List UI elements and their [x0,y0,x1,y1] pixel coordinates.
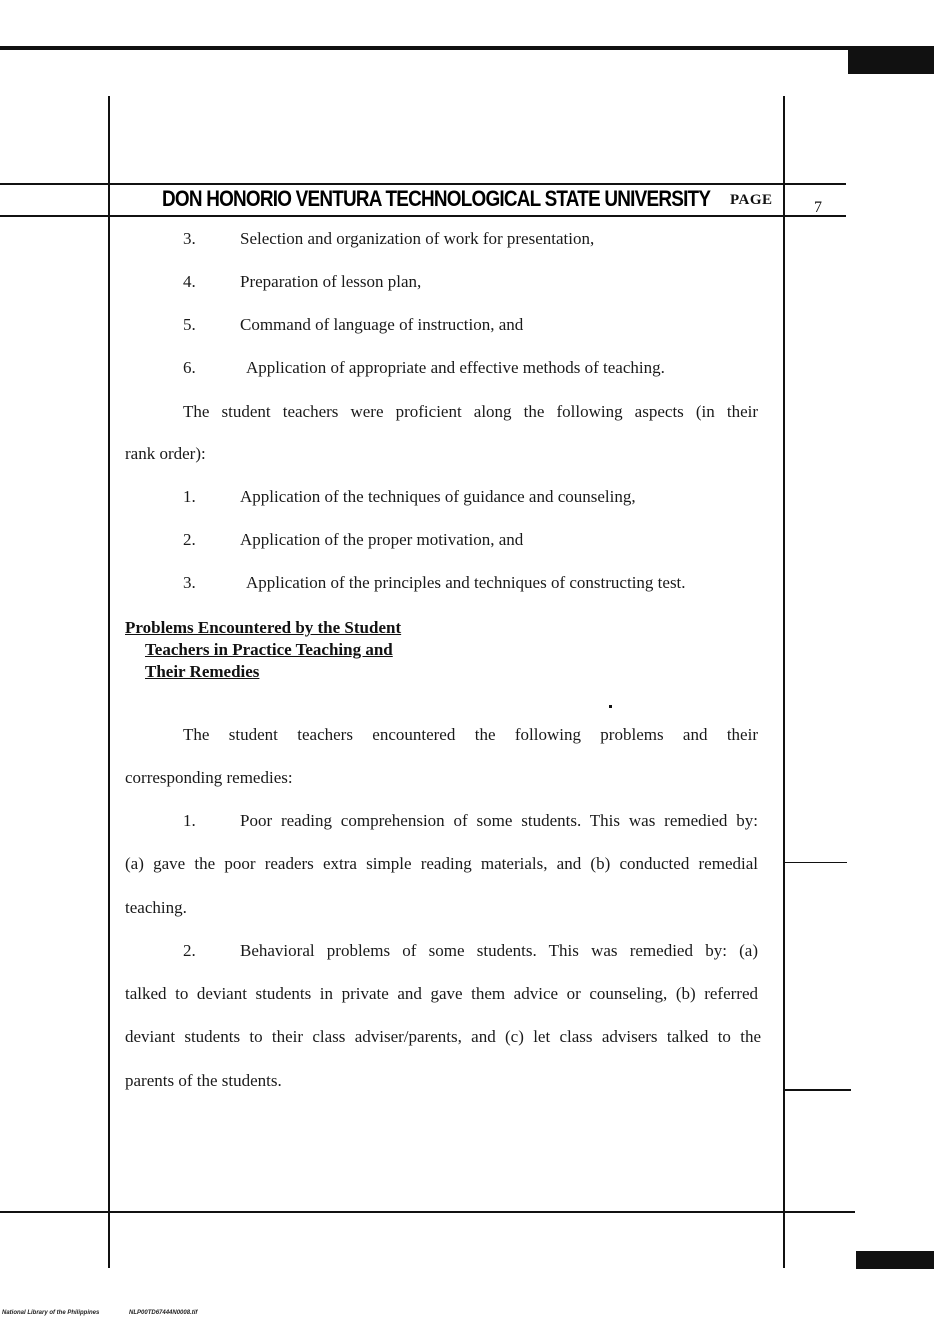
paragraph-line: The student teachers were proficient along the following aspects (in their [183,402,758,421]
paragraph-line: Poor reading comprehension of some students. This was remedied by: [240,811,758,830]
list-item: Application of the principles and techniques of constructing test. [246,573,686,592]
paragraph-line: rank order): [125,444,206,463]
page-number: 7 [814,199,822,216]
right-tick-line [783,862,847,863]
scan-footer [2,1310,225,1316]
list-item-number: 4. [183,272,196,291]
bottom-rule [0,1211,855,1213]
paragraph-line: corresponding remedies: [125,768,293,787]
list-item-number: 1. [183,487,196,506]
paragraph-line: parents of the students. [125,1071,282,1090]
list-item: Application of the techniques of guidance and counseling, [240,487,636,506]
paragraph-line: The student teachers encountered the following problems and their [183,725,758,744]
paragraph-line: talked to deviant students in private and gave them advice or counseling, (b) referred [125,984,758,1003]
page-label: PAGE [730,192,773,208]
list-item: Command of language of instruction, and [240,315,524,334]
bottom-right-scan-mark [856,1251,934,1269]
list-item: Selection and organization of work for presentation, [240,229,595,248]
right-tick-line-2 [783,1089,851,1091]
left-margin-line [108,96,110,1268]
paragraph-line: (a) gave the poor readers extra simple reading materials, and (b) conducted remedial [125,854,758,873]
paragraph-line: teaching. [125,898,187,917]
footer-source: National Library of the Philippines [2,1310,100,1316]
list-item: Application of the proper motivation, and [240,530,524,549]
section-heading [125,617,401,683]
list-item-number: 2. [183,530,196,549]
section-heading-line: Teachers in Practice Teaching and [145,640,393,659]
paragraph-line: Behavioral problems of some students. This was remedied by: (a) [240,941,758,960]
list-item-number: 5. [183,315,196,334]
paragraph-line: deviant students to their class adviser/parents, and (c) let class advisers talked to the [125,1027,761,1046]
top-right-scan-mark [848,46,934,74]
footer-filename: NLP00TD67444N0008.tif [129,1310,198,1316]
list-item-number: 6. [183,358,196,377]
list-item-number: 3. [183,573,196,592]
list-item-number: 3. [183,229,196,248]
top-border-line [0,46,850,50]
section-heading-line: Their Remedies [145,662,260,681]
university-title: DON HONORIO VENTURA TECHNOLOGICAL STATE UNIVERSITY [162,186,711,211]
list-item: Preparation of lesson plan, [240,272,422,291]
list-item-number: 1. [183,811,196,830]
list-item-number: 2. [183,941,196,960]
list-item: Application of appropriate and effective methods of teaching. [246,358,665,377]
section-heading-line: Problems Encountered by the Student [125,618,402,637]
header-bottom-rule [0,215,846,217]
header-top-rule [0,183,846,185]
scan-dot [609,705,612,708]
right-margin-line [783,96,785,1268]
